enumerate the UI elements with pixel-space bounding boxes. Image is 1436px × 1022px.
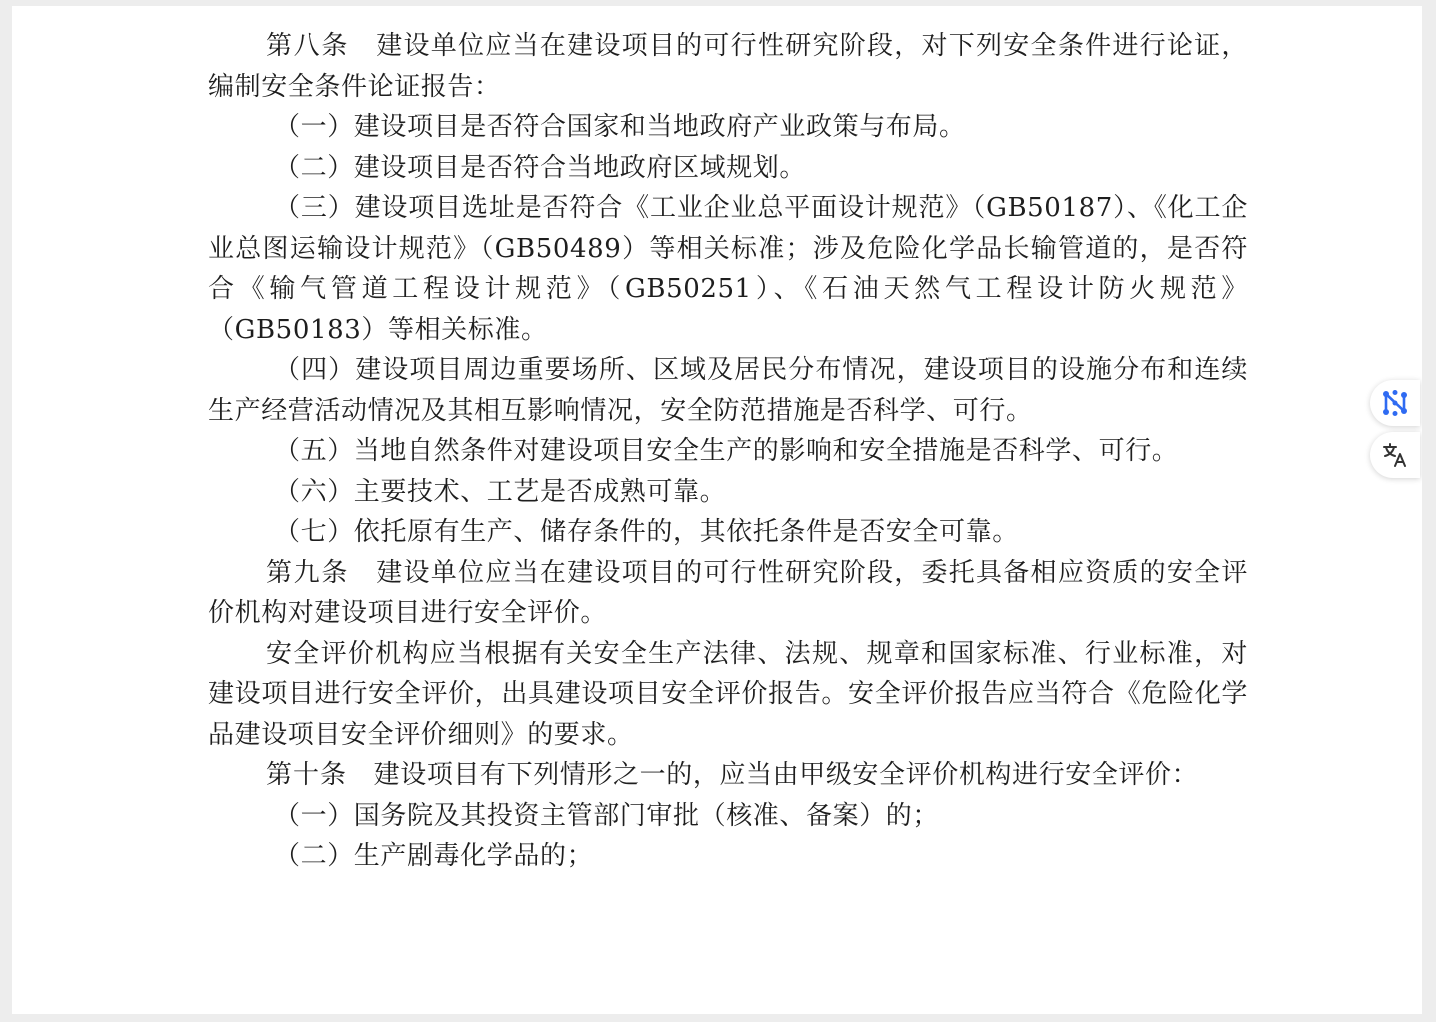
list-item: （二）建设项目是否符合当地政府区域规划。: [274, 152, 807, 183]
paragraph: 安全评价机构应当根据有关安全生产法律、法规、规章和国家标准、行业标准，对建设项目进行安全评价，出具建设项目安全评价报告。安全评价报告应当符合《危险化学品建设项目安全评价细则》的要求。: [208, 638, 1248, 750]
list-item: （七）依托原有生产、储存条件的，其依托条件是否安全可靠。: [274, 517, 1019, 547]
article-heading: 第十条: [266, 760, 348, 790]
ai-network-icon: [1381, 389, 1409, 417]
list-item: （二）生产剧毒化学品的；: [274, 841, 594, 871]
translate-icon: [1382, 442, 1408, 468]
article-text: 建设单位应当在建设项目的可行性研究阶段，委托具备相应资质的安全评价机构对建设项目进行安全评价。: [208, 557, 1248, 628]
list-item: （一）建设项目是否符合国家和当地政府产业政策与布局。: [274, 112, 966, 142]
ai-assistant-button[interactable]: [1370, 380, 1420, 426]
document-page: [12, 6, 1422, 1014]
list-item: （六）主要技术、工艺是否成熟可靠。: [274, 476, 727, 507]
document-content: [208, 26, 1248, 877]
list-item: （三）建设项目选址是否符合《工业企业总平面设计规范》（GB50187）、《化工企业总图运输设计规范》（GB50489）等相关标准；涉及危险化学品长输管道的，是否符合《输气管道工程设计规范》（GB50251）、《石油天然气工程设计防火规范》（GB50183）等相关标准。: [208, 193, 1248, 345]
article-10: [208, 755, 1248, 796]
list-item: （五）当地自然条件对建设项目安全生产的影响和安全措施是否科学、可行。: [274, 436, 1179, 466]
article-8: [208, 26, 1248, 107]
list-item: （一）国务院及其投资主管部门审批（核准、备案）的；: [274, 800, 940, 831]
article-heading: 第八条: [266, 31, 349, 61]
article-heading: 第九条: [266, 557, 349, 588]
article-text: 建设项目有下列情形之一的，应当由甲级安全评价机构进行安全评价：: [373, 760, 1199, 790]
list-item: （四）建设项目周边重要场所、区域及居民分布情况，建设项目的设施分布和连续生产经营活动情况及其相互影响情况，安全防范措施是否科学、可行。: [208, 355, 1248, 426]
translate-button[interactable]: [1370, 432, 1420, 478]
article-9: [208, 553, 1248, 634]
article-text: 建设单位应当在建设项目的可行性研究阶段，对下列安全条件进行论证，编制安全条件论证报告：: [208, 31, 1248, 102]
side-toolbar: [1366, 380, 1422, 478]
